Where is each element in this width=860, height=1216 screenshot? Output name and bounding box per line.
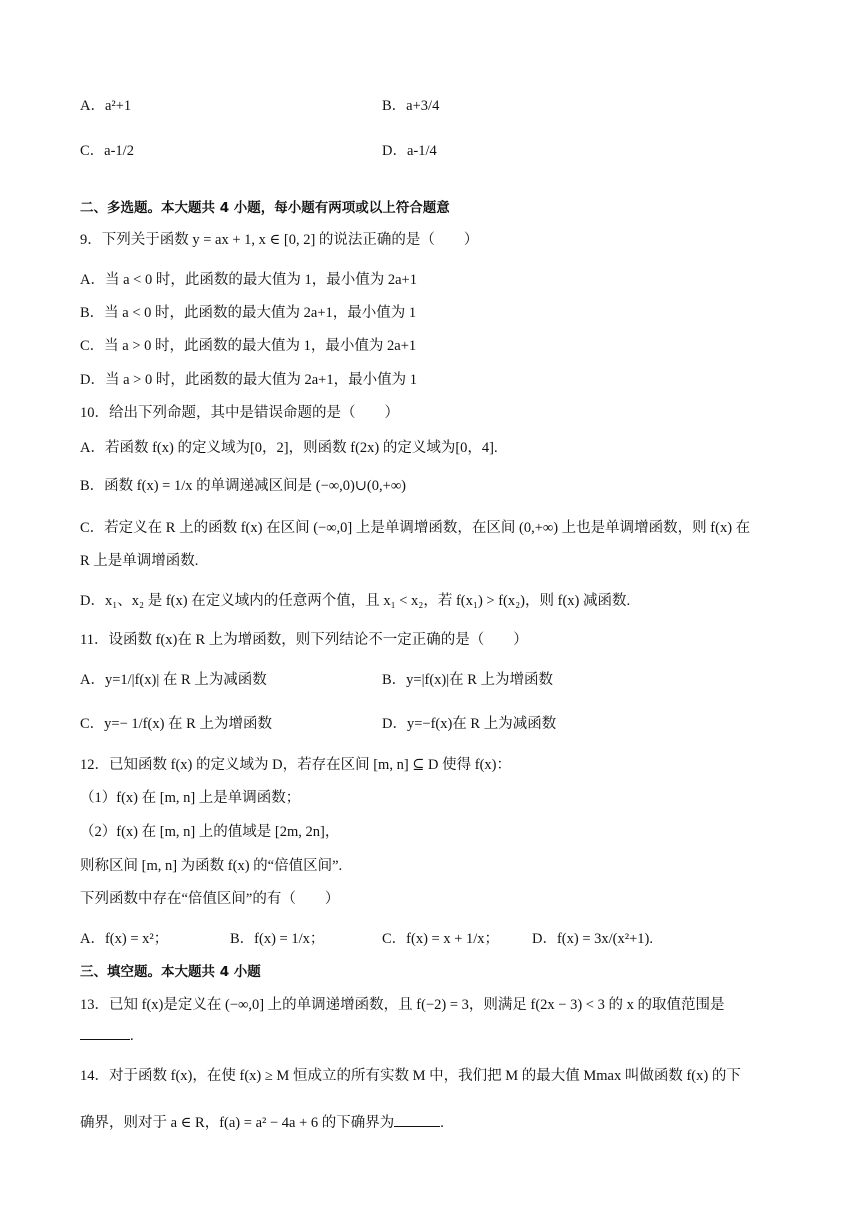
q11-option-d: D．y=−f(x)在 R 上为减函数 [382, 716, 557, 732]
q13-line1: 13．已知 f(x)是定义在 (−∞,0] 上的单调递增函数，且 f(−2) = 3，则满足 f(2x − 3) < 3 的 x 的取值范围是 [80, 997, 725, 1013]
q10-option-c-line1: C．若定义在 R 上的函数 f(x) 在区间 (−∞,0] 上是单调增函数，在区间 (0,+∞) 上也是单调增函数，则 f(x) 在 [80, 520, 751, 536]
q8-option-c: C．a-1/2 [80, 143, 134, 159]
q9-option-d: D．当 a > 0 时，此函数的最大值为 2a+1，最小值为 1 [80, 372, 417, 388]
q13-line2 [80, 1025, 134, 1046]
q10-option-a: A．若函数 f(x) 的定义域为[0，2]，则函数 f(2x) 的定义域为[0，4]. [80, 440, 498, 456]
q12-prompt: 下列函数中存在“倍值区间”的有（ ） [80, 891, 340, 907]
q10-stem: 10．给出下列命题，其中是错误命题的是（ ） [80, 405, 399, 421]
q9-option-b: B．当 a < 0 时，此函数的最大值为 2a+1，最小值为 1 [80, 305, 417, 321]
q12-definition: 则称区间 [m, n] 为函数 f(x) 的“倍值区间”. [80, 858, 343, 874]
q11-option-c: C．y=− 1/f(x) 在 R 上为增函数 [80, 716, 272, 732]
q8-option-d: D．a-1/4 [382, 143, 437, 159]
q10-option-c-line2: R 上是单调增函数. [80, 553, 199, 569]
q11-option-a: A．y=1/|f(x)| 在 R 上为减函数 [80, 672, 267, 688]
q9-stem: 9．下列关于函数 y = ax + 1, x ∈ [0, 2] 的说法正确的是（ ） [80, 232, 479, 248]
section-3-heading: 三、填空题。本大题共 4 小题 [80, 964, 261, 980]
q12-option-d: D．f(x) = 3x/(x²+1). [532, 931, 653, 947]
q13-line2-end: . [130, 1028, 134, 1044]
q12-option-a: A．f(x) = x²； [80, 931, 169, 947]
q8-option-b: B．a+3/4 [382, 98, 440, 114]
q9-option-c: C．当 a > 0 时，此函数的最大值为 1，最小值为 2a+1 [80, 338, 417, 354]
q14-line2-text: 确界，则对于 a ∈ R，f(a) = a² − 4a + 6 的下确界为 [80, 1115, 395, 1131]
q10-option-d: D．x₁、x₂ 是 f(x) 在定义域内的任意两个值，且 x₁ < x₂，若 f(x₁) > f(x₂)，则 f(x) 减函数. [80, 593, 631, 609]
q12-condition-2: （2）f(x) 在 [m, n] 上的值域是 [2m, 2n]， [80, 824, 340, 840]
q12-option-b: B．f(x) = 1/x； [230, 931, 325, 947]
q12-condition-1: （1）f(x) 在 [m, n] 上是单调函数； [80, 790, 301, 806]
q10-option-b: B．函数 f(x) = 1/x 的单调递减区间是 (−∞,0)∪(0,+∞) [80, 478, 406, 494]
q11-stem: 11．设函数 f(x)在 R 上为增函数，则下列结论不一定正确的是（ ） [80, 632, 528, 648]
q14-line2 [80, 1112, 444, 1133]
q12-option-c: C．f(x) = x + 1/x； [382, 931, 500, 947]
section-2-heading: 二、多选题。本大题共 4 小题，每小题有两项或以上符合题意 [80, 200, 450, 216]
q14-line2-end: . [440, 1115, 444, 1131]
q9-option-a: A．当 a < 0 时，此函数的最大值为 1，最小值为 2a+1 [80, 272, 417, 288]
q14-line1: 14．对于函数 f(x)，在使 f(x) ≥ M 恒成立的所有实数 M 中，我们把 M 的最大值 Mmax 叫做函数 f(x) 的下 [80, 1068, 741, 1084]
q11-option-b: B．y=|f(x)|在 R 上为增函数 [382, 672, 554, 688]
q14-answer-blank [394, 1112, 440, 1127]
q12-stem: 12．已知函数 f(x) 的定义域为 D，若存在区间 [m, n] ⊆ D 使得 f(x)： [80, 757, 511, 773]
q8-option-a: A．a²+1 [80, 98, 132, 114]
q13-answer-blank [80, 1025, 130, 1040]
